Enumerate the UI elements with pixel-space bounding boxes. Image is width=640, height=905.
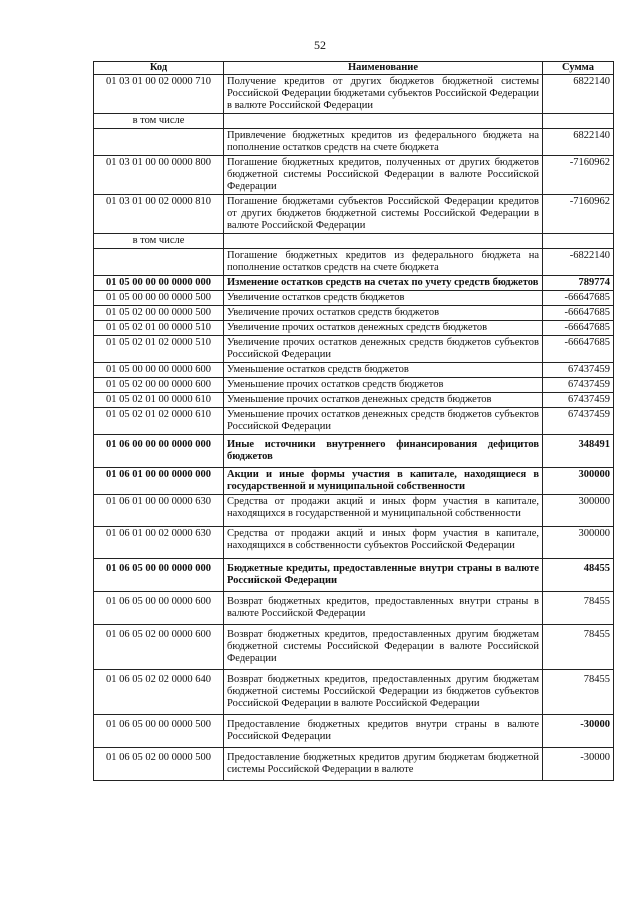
table-row — [94, 670, 614, 715]
row-sum: -66647685 — [543, 336, 614, 363]
row-name: Возврат бюджетных кредитов, предоставленных другим бюджетам бюджетной системы Российской Федерации из бюджетов субъектов Российской Федерации в валюте Российской Федерации — [224, 670, 543, 715]
row-code: 01 06 05 02 00 0000 500 — [94, 748, 224, 781]
table-row — [94, 276, 614, 291]
row-code: 01 06 00 00 00 0000 000 — [94, 435, 224, 468]
row-sum: 48455 — [543, 559, 614, 592]
row-sum: -30000 — [543, 715, 614, 748]
row-name: Привлечение бюджетных кредитов из федерального бюджета на пополнение остатков средств на счете бюджета — [224, 129, 543, 156]
header-code: Код — [94, 62, 224, 75]
row-sum: 348491 — [543, 435, 614, 468]
row-name — [224, 234, 543, 249]
table-row — [94, 291, 614, 306]
table-row — [94, 129, 614, 156]
row-name: Иные источники внутреннего финансирования дефицитов бюджетов — [224, 435, 543, 468]
row-sum: -30000 — [543, 748, 614, 781]
row-sum: 67437459 — [543, 393, 614, 408]
header-sum: Сумма — [543, 62, 614, 75]
table-row — [94, 527, 614, 559]
row-name: Погашение бюджетами субъектов Российской Федерации кредитов от других бюджетов бюджетной системы Российской Федерации в валюте Российской Федерации — [224, 195, 543, 234]
row-code: 01 05 02 01 02 0000 610 — [94, 408, 224, 435]
row-name: Уменьшение прочих остатков средств бюджетов — [224, 378, 543, 393]
table-row — [94, 249, 614, 276]
row-code: 01 06 01 00 00 0000 000 — [94, 468, 224, 495]
row-code: в том числе — [94, 114, 224, 129]
row-code — [94, 249, 224, 276]
row-sum: 789774 — [543, 276, 614, 291]
table-row — [94, 468, 614, 495]
row-code: 01 03 01 00 02 0000 810 — [94, 195, 224, 234]
row-code: 01 06 01 00 00 0000 630 — [94, 495, 224, 527]
row-sum: 6822140 — [543, 129, 614, 156]
row-name: Уменьшение остатков средств бюджетов — [224, 363, 543, 378]
row-name: Увеличение прочих остатков средств бюджетов — [224, 306, 543, 321]
row-name: Погашение бюджетных кредитов из федерального бюджета на пополнение остатков средств на счете бюджета — [224, 249, 543, 276]
row-name: Получение кредитов от других бюджетов бюджетной системы Российской Федерации бюджетами субъектов Российской Федерации в валюте Российской Федерации — [224, 75, 543, 114]
row-code: 01 05 00 00 00 0000 600 — [94, 363, 224, 378]
row-name: Изменение остатков средств на счетах по учету средств бюджетов — [224, 276, 543, 291]
row-sum: 300000 — [543, 468, 614, 495]
row-sum: 78455 — [543, 625, 614, 670]
row-sum: -7160962 — [543, 156, 614, 195]
table-row — [94, 495, 614, 527]
table-row — [94, 114, 614, 129]
row-sum: 300000 — [543, 495, 614, 527]
row-code: 01 06 05 00 00 0000 600 — [94, 592, 224, 625]
row-sum: -6822140 — [543, 249, 614, 276]
row-sum: -66647685 — [543, 306, 614, 321]
row-code: 01 05 02 01 00 0000 610 — [94, 393, 224, 408]
table-row — [94, 715, 614, 748]
sources-table — [93, 61, 614, 781]
row-name: Уменьшение прочих остатков денежных средств бюджетов субъектов Российской Федерации — [224, 408, 543, 435]
row-name: Бюджетные кредиты, предоставленные внутри страны в валюте Российской Федерации — [224, 559, 543, 592]
row-name: Увеличение остатков средств бюджетов — [224, 291, 543, 306]
table-row — [94, 625, 614, 670]
table-row — [94, 559, 614, 592]
row-name: Увеличение прочих остатков денежных средств бюджетов — [224, 321, 543, 336]
table-row — [94, 156, 614, 195]
row-name — [224, 114, 543, 129]
table-row — [94, 393, 614, 408]
row-sum: -66647685 — [543, 291, 614, 306]
table-row — [94, 306, 614, 321]
table-row — [94, 592, 614, 625]
row-sum: 6822140 — [543, 75, 614, 114]
row-name: Средства от продажи акций и иных форм участия в капитале, находящихся в государственной и муниципальной собственности — [224, 495, 543, 527]
header-name: Наименование — [224, 62, 543, 75]
table-row — [94, 195, 614, 234]
row-code: 01 05 00 00 00 0000 000 — [94, 276, 224, 291]
table-row — [94, 378, 614, 393]
row-code: 01 06 01 00 02 0000 630 — [94, 527, 224, 559]
table-row — [94, 75, 614, 114]
row-sum: 67437459 — [543, 363, 614, 378]
row-sum: 67437459 — [543, 378, 614, 393]
table-row — [94, 321, 614, 336]
row-sum: -7160962 — [543, 195, 614, 234]
row-code: 01 05 02 01 02 0000 510 — [94, 336, 224, 363]
row-code: 01 06 05 00 00 0000 000 — [94, 559, 224, 592]
row-code: 01 05 00 00 00 0000 500 — [94, 291, 224, 306]
table-row — [94, 408, 614, 435]
row-code: 01 05 02 01 00 0000 510 — [94, 321, 224, 336]
row-code: 01 06 05 02 00 0000 600 — [94, 625, 224, 670]
row-name: Погашение бюджетных кредитов, полученных от других бюджетов бюджетной системы Российской Федерации в валюте Российской Федерации — [224, 156, 543, 195]
row-name: Предоставление бюджетных кредитов внутри страны в валюте Российской Федерации — [224, 715, 543, 748]
row-sum — [543, 114, 614, 129]
row-code: 01 06 05 00 00 0000 500 — [94, 715, 224, 748]
table-row — [94, 336, 614, 363]
table-row — [94, 435, 614, 468]
row-name: Предоставление бюджетных кредитов другим бюджетам бюджетной системы Российской Федерации в валюте — [224, 748, 543, 781]
table-row — [94, 363, 614, 378]
row-code — [94, 129, 224, 156]
row-name: Уменьшение прочих остатков денежных средств бюджетов — [224, 393, 543, 408]
row-code: 01 06 05 02 02 0000 640 — [94, 670, 224, 715]
row-code: 01 05 02 00 00 0000 500 — [94, 306, 224, 321]
row-sum: 67437459 — [543, 408, 614, 435]
row-name: Акции и иные формы участия в капитале, находящиеся в государственной и муниципальной собственности — [224, 468, 543, 495]
row-name: Возврат бюджетных кредитов, предоставленных другим бюджетам бюджетной системы Российской Федерации в валюте Российской Федерации — [224, 625, 543, 670]
row-name: Средства от продажи акций и иных форм участия в капитале, находящихся в собственности субъектов Российской Федерации — [224, 527, 543, 559]
table-row — [94, 748, 614, 781]
row-sum: 300000 — [543, 527, 614, 559]
page-number: 52 — [314, 38, 326, 52]
table-header-row — [94, 62, 614, 75]
row-code: 01 05 02 00 00 0000 600 — [94, 378, 224, 393]
row-name: Увеличение прочих остатков денежных средств бюджетов субъектов Российской Федерации — [224, 336, 543, 363]
row-code: в том числе — [94, 234, 224, 249]
row-code: 01 03 01 00 02 0000 710 — [94, 75, 224, 114]
row-sum: 78455 — [543, 592, 614, 625]
row-name: Возврат бюджетных кредитов, предоставленных внутри страны в валюте Российской Федерации — [224, 592, 543, 625]
row-sum — [543, 234, 614, 249]
table-row — [94, 234, 614, 249]
row-sum: -66647685 — [543, 321, 614, 336]
row-code: 01 03 01 00 00 0000 800 — [94, 156, 224, 195]
row-sum: 78455 — [543, 670, 614, 715]
